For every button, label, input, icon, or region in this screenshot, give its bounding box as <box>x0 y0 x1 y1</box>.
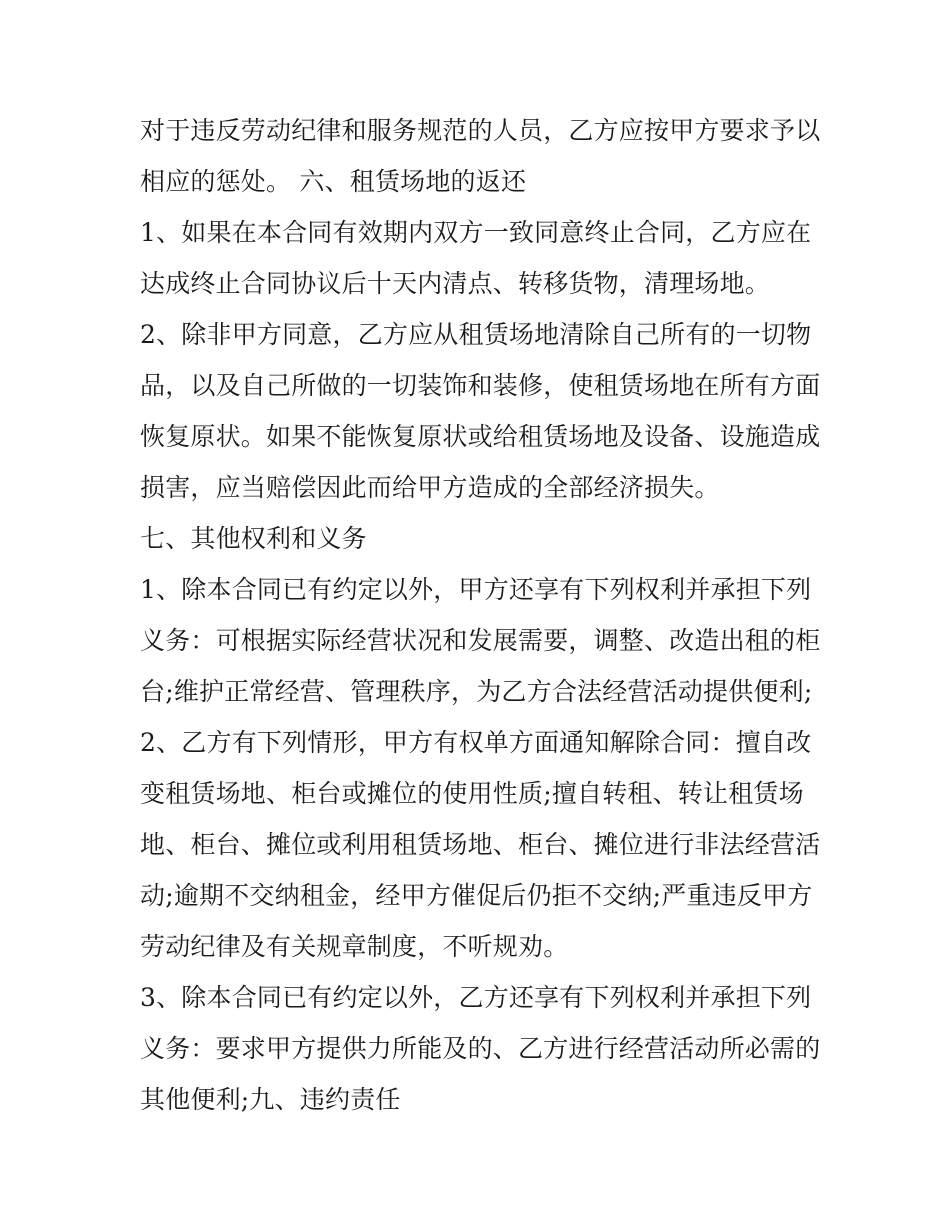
text-line: 变租赁场地、柜台或摊位的使用性质;擅自转租、转让租赁场 <box>140 779 804 808</box>
text-line: 对于违反劳动纪律和服务规范的人员，乙方应按甲方要求予以 <box>140 116 821 145</box>
text-line: 义务：可根据实际经营状况和发展需要，调整、改造出租的柜 <box>140 626 821 655</box>
text-line: 义务：要求甲方提供力所能及的、乙方进行经营活动所必需的 <box>140 1034 821 1063</box>
text-line: 恢复原状。如果不能恢复原状或给租赁场地及设备、设施造成 <box>140 422 821 451</box>
text-line: 相应的惩处。 六、租赁场地的返还 <box>140 167 527 196</box>
text-line: 品，以及自己所做的一切装饰和装修，使租赁场地在所有方面 <box>140 371 821 400</box>
text-line: 达成终止合同协议后十天内清点、转移货物，清理场地。 <box>140 269 771 298</box>
text-line: 台;维护正常经营、管理秩序，为乙方合法经营活动提供便利; <box>140 677 813 706</box>
text-line: 其他便利;九、违约责任 <box>140 1085 401 1114</box>
text-line: 1、除本合同已有约定以外，甲方还享有下列权利并承担下列 <box>140 575 812 604</box>
text-line: 动;逾期不交纳租金，经甲方催促后仍拒不交纳;严重违反甲方 <box>140 881 813 910</box>
text-line: 3、除本合同已有约定以外，乙方还享有下列权利并承担下列 <box>140 983 812 1012</box>
text-line: 2、除非甲方同意，乙方应从租赁场地清除自己所有的一切物 <box>140 320 812 349</box>
section-heading: 七、其他权利和义务 <box>140 524 367 553</box>
text-line: 损害，应当赔偿因此而给甲方造成的全部经济损失。 <box>140 473 720 502</box>
text-line: 1、如果在本合同有效期内双方一致同意终止合同，乙方应在 <box>140 218 812 247</box>
document-body <box>140 105 820 1125</box>
text-line: 劳动纪律及有关规章制度，不听规劝。 <box>140 932 569 961</box>
text-line: 地、柜台、摊位或利用租赁场地、柜台、摊位进行非法经营活 <box>140 830 821 859</box>
text-line: 2、乙方有下列情形，甲方有权单方面通知解除合同：擅自改 <box>140 728 812 757</box>
